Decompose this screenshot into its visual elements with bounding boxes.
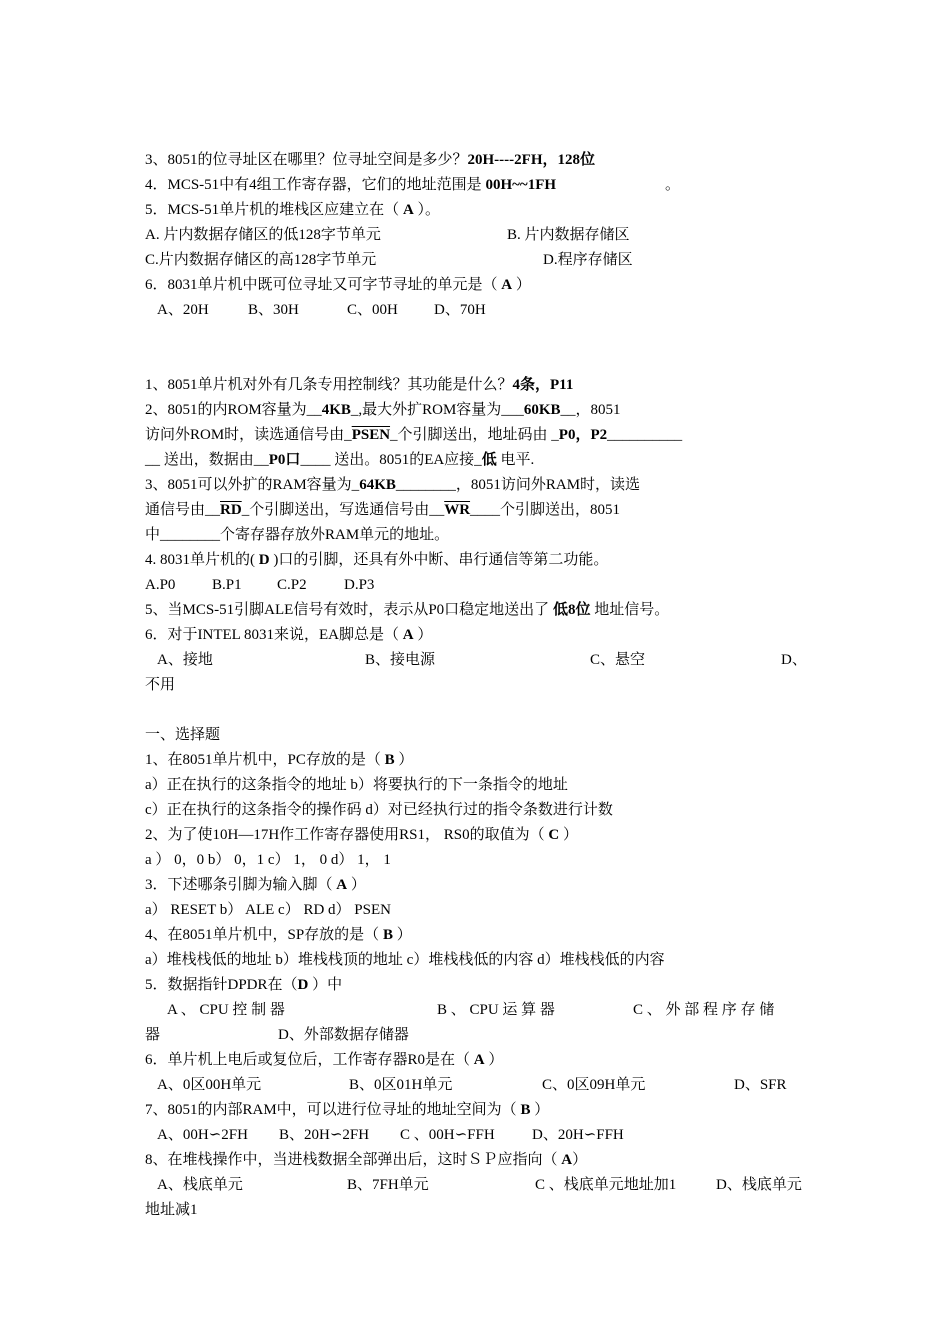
option-b: B. 片内数据存储区: [507, 227, 630, 243]
question-text: 4、在8051单片机中，SP存放的是（: [145, 927, 383, 943]
option-d: D、外部数据存储器: [278, 1027, 409, 1043]
option-a: A、20H: [157, 302, 209, 318]
option-a: A、栈底单元: [157, 1177, 243, 1193]
s1-question-6: [145, 273, 810, 298]
question-text: 电平.: [496, 452, 535, 468]
question-text: 中________个寄存器存放外RAM单元的地址。: [145, 527, 450, 543]
s3-option-row: [145, 1123, 810, 1148]
answer-text: 60KB: [523, 402, 561, 418]
answer-text: $\overline{RD}$: [220, 502, 242, 518]
question-text: 地址信号。: [590, 602, 670, 618]
option-c: C.P2: [277, 577, 307, 593]
answer-text: A: [402, 627, 414, 643]
options-text: a）正在执行的这条指令的地址 b）将要执行的下一条指令的地址: [145, 777, 568, 793]
option-d-text: 地址减1: [145, 1202, 198, 1218]
option-b: B、20H∽2FH: [279, 1127, 370, 1143]
question-text: 1、8051单片机对外有几条专用控制线？其功能是什么？: [145, 377, 513, 393]
s3-option-row: [145, 773, 810, 798]
s1-question-3: [145, 148, 810, 173]
option-d: D.程序存储区: [543, 252, 633, 268]
option-d: D、20H∽FFH: [532, 1127, 624, 1143]
question-text: ________，8051访问外RAM时，读选: [395, 477, 641, 493]
s2-question-2-cont: [145, 423, 810, 448]
answer-text: P0口: [268, 452, 301, 468]
option-d: D、栈底单元: [716, 1177, 802, 1193]
s2-question-5: [145, 598, 810, 623]
option-c: C 、栈底单元地址加1: [535, 1177, 677, 1193]
option-a: A. 片内数据存储区的低128字节单元: [145, 227, 381, 243]
answer-text: $\overline{WR}$: [444, 502, 471, 518]
question-text: 1、在8051单片机中，PC存放的是（: [145, 752, 385, 768]
option-c: C 、00H∽FFH: [400, 1127, 495, 1143]
question-text: )口的引脚，还具有外中断、串行通信等第二功能。: [269, 552, 609, 568]
s2-question-2: [145, 398, 810, 423]
s1-option-row: [145, 223, 810, 248]
option-c: C.片内数据存储区的高128字节单元: [145, 252, 377, 268]
question-text: 3、8051可以外扩的RAM容量为_: [145, 477, 360, 493]
answer-text: 低8位: [552, 602, 591, 618]
s1-question-4: [145, 173, 810, 198]
s3-question-4: [145, 923, 810, 948]
question-text: 4. 8031单片机的(: [145, 552, 259, 568]
s3-option-row: [145, 898, 810, 923]
answer-text: A: [402, 202, 414, 218]
answer-text: C: [548, 827, 560, 843]
s2-option-row: [145, 648, 810, 673]
s3-question-1: [145, 748, 810, 773]
answer-text: D: [258, 552, 270, 568]
option-a: A 、 CPU 控 制 器: [167, 1002, 285, 1018]
question-text: ____ 送出。8051的EA应接_: [300, 452, 482, 468]
answer-text: 20H----2FH，128位: [467, 152, 595, 168]
option-b: B、7FH单元: [347, 1177, 429, 1193]
question-text: ）: [413, 627, 433, 643]
answer-text: 4条，P11: [512, 377, 574, 393]
question-text: 访问外ROM时，读选通信号由_: [145, 427, 352, 443]
s2-option-row: [145, 573, 810, 598]
s2-question-1: [145, 373, 810, 398]
s2-option-row-cont: [145, 673, 810, 698]
answer-text: PSEN: [351, 427, 391, 443]
s3-question-6: [145, 1048, 810, 1073]
answer-text: 64KB: [359, 477, 396, 493]
answer-text: D: [297, 977, 309, 993]
option-a: A、接地: [157, 652, 213, 668]
s3-question-7: [145, 1098, 810, 1123]
s2-question-4: [145, 548, 810, 573]
question-text: _个引脚送出，写选通信号由__: [241, 502, 445, 518]
question-text: 6．8031单片机中既可位寻址又可字节寻址的单元是（: [145, 277, 502, 293]
question-text: 3、8051的位寻址区在哪里？位寻址空间是多少？: [145, 152, 468, 168]
question-text: 6．单片机上电后或复位后，工作寄存器R0是在（: [145, 1052, 474, 1068]
question-text: ）: [394, 752, 414, 768]
answer-text: P0，P2: [558, 427, 608, 443]
option-b: B 、 CPU 运 算 器: [437, 1002, 555, 1018]
s3-option-row: [145, 998, 810, 1023]
option-c: C、00H: [347, 302, 398, 318]
answer-text: 00H~~1FH: [485, 177, 557, 193]
document-page: [145, 148, 810, 1223]
question-text: 5、当MCS-51引脚ALE信号有效时，表示从P0口稳定地送出了: [145, 602, 553, 618]
s1-option-row: [145, 248, 810, 273]
option-d: D、: [781, 652, 807, 668]
s2-question-3: [145, 473, 810, 498]
answer-text: B: [382, 927, 393, 943]
answer-text: A: [501, 277, 513, 293]
option-d: D、70H: [434, 302, 486, 318]
options-text: a） RESET b） ALE c） RD d） PSEN: [145, 902, 391, 918]
s3-option-row-cont: [145, 1023, 810, 1048]
answer-text: 低: [481, 452, 497, 468]
question-text: ）: [347, 877, 366, 893]
s3-option-row: [145, 1173, 810, 1198]
s3-option-row: [145, 848, 810, 873]
question-text: ____个引脚送出，8051: [470, 502, 621, 518]
question-text: ）: [512, 277, 531, 293]
s3-question-8: [145, 1148, 810, 1173]
options-text: c）正在执行的这条指令的操作码 d）对已经执行过的指令条数进行计数: [145, 802, 613, 818]
option-c: C、悬空: [590, 652, 646, 668]
option-c: C、0区09H单元: [542, 1077, 646, 1093]
question-text: __________: [607, 427, 683, 443]
s1-option-row: [145, 298, 810, 323]
question-text: 3．下述哪条引脚为输入脚（: [145, 877, 337, 893]
option-a: A.P0: [145, 577, 176, 593]
option-d-text: 不用: [145, 677, 176, 693]
option-c-text: 器: [145, 1027, 161, 1043]
s2-question-6: [145, 623, 810, 648]
s3-option-row-cont: [145, 1198, 810, 1223]
s3-option-row: [145, 1073, 810, 1098]
s3-question-3: [145, 873, 810, 898]
s3-option-row: [145, 798, 810, 823]
question-text: 4．MCS-51中有4组工作寄存器，它们的地址范围是: [145, 177, 486, 193]
question-text: 2、8051的内ROM容量为__: [145, 402, 322, 418]
question-text: ）: [559, 827, 578, 843]
question-text: 2、为了使10H—17H作工作寄存器使用RS1， RS0的取值为（: [145, 827, 549, 843]
option-b: B、0区01H单元: [349, 1077, 453, 1093]
answer-text: A: [473, 1052, 485, 1068]
options-text: a）堆栈栈低的地址 b）堆栈栈顶的地址 c）堆栈栈低的内容 d）堆栈栈低的内容: [145, 952, 665, 968]
answer-text: B: [384, 752, 395, 768]
answer-text: 4KB: [321, 402, 351, 418]
question-text: __，8051: [560, 402, 621, 418]
answer-text: B: [520, 1102, 531, 1118]
s1-question-5: [145, 198, 810, 223]
option-a: A、0区00H单元: [157, 1077, 262, 1093]
options-text: a ） 0，0 b） 0，1 c） 1， 0 d） 1， 1: [145, 852, 391, 868]
answer-text: A: [561, 1152, 573, 1168]
s2-question-2-cont: [145, 448, 810, 473]
question-text: ）: [530, 1102, 550, 1118]
s3-question-5: [145, 973, 810, 998]
question-text: _个引脚送出，地址码由 _: [390, 427, 559, 443]
question-text: 8、在堆栈操作中，当进栈数据全部弹出后，这时ＳＰ应指向（: [145, 1152, 562, 1168]
s3-question-2: [145, 823, 810, 848]
option-d: D、SFR: [734, 1077, 787, 1093]
punctuation: 。: [665, 177, 681, 193]
option-b: B、接电源: [365, 652, 436, 668]
option-a: A、00H∽2FH: [157, 1127, 248, 1143]
s2-question-3-cont: [145, 523, 810, 548]
question-text: 6．对于INTEL 8031来说，EA脚总是（: [145, 627, 403, 643]
question-text: ）中: [308, 977, 343, 993]
question-text: __ 送出，数据由__: [145, 452, 269, 468]
s3-option-row: [145, 948, 810, 973]
answer-text: A: [336, 877, 348, 893]
question-text: ）: [484, 1052, 504, 1068]
question-text: ）: [572, 1152, 588, 1168]
question-text: ）。: [413, 202, 441, 218]
question-text: 5．数据指针DPDR在（: [145, 977, 298, 993]
option-d: D.P3: [344, 577, 375, 593]
option-b: B.P1: [212, 577, 242, 593]
heading-text: 一、选择题: [145, 727, 221, 743]
question-text: 5．MCS-51单片机的堆栈区应建立在（: [145, 202, 403, 218]
question-text: _,最大外扩ROM容量为___: [350, 402, 524, 418]
section-heading: [145, 723, 810, 748]
question-text: ）: [392, 927, 412, 943]
s2-question-3-cont: [145, 498, 810, 523]
option-b: B、30H: [248, 302, 299, 318]
option-c: C 、 外 部 程 序 存 储: [633, 1002, 775, 1018]
question-text: 通信号由__: [145, 502, 221, 518]
question-text: 7、8051的内部RAM中，可以进行位寻址的地址空间为（: [145, 1102, 521, 1118]
